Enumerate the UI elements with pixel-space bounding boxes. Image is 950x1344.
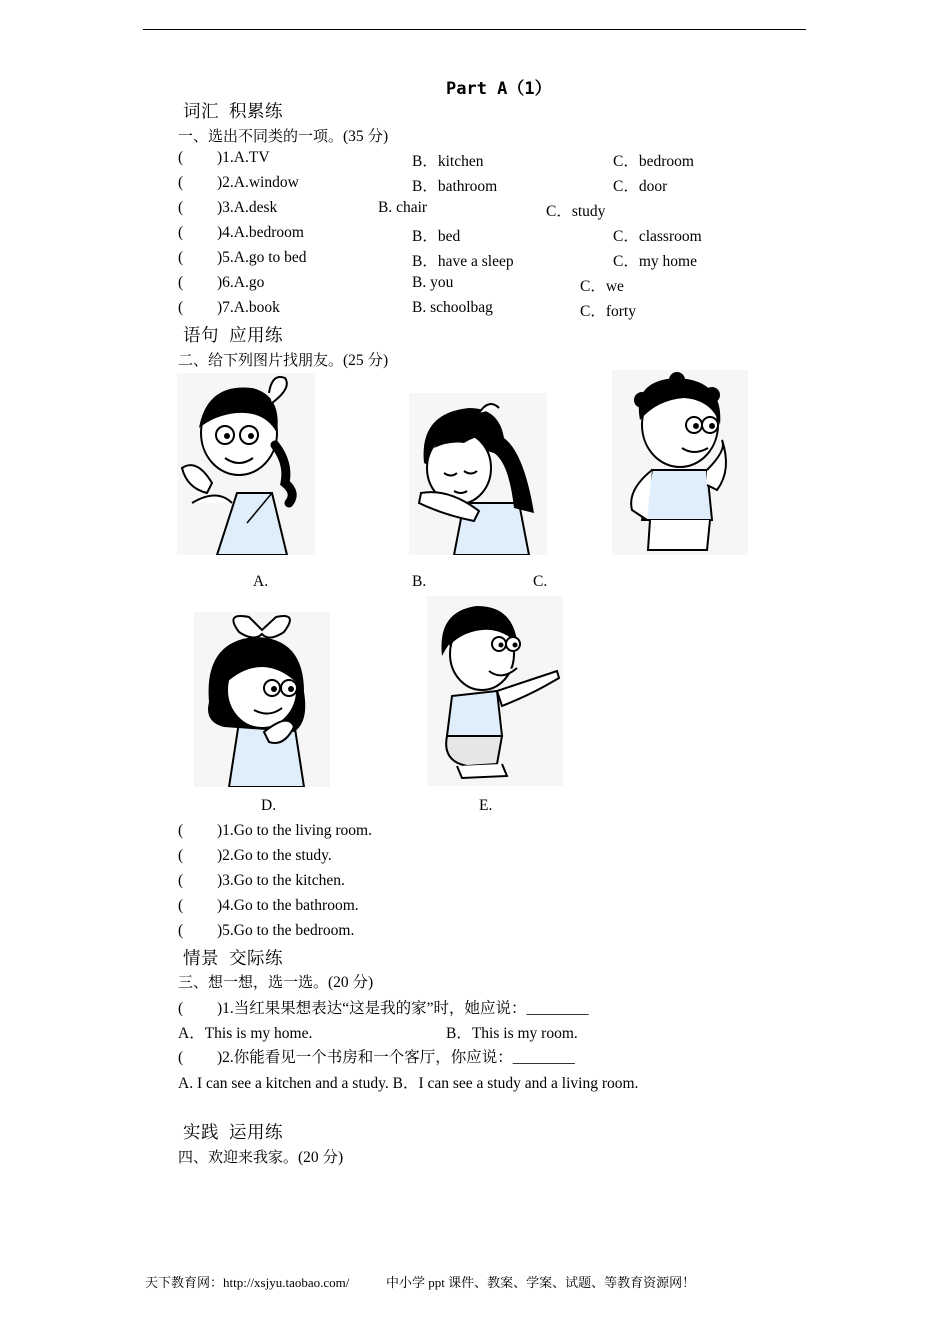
matching-item: [178, 847, 332, 865]
vocab-item: [178, 299, 280, 317]
boy-smiling-icon: [612, 370, 748, 555]
option-c: C．bedroom: [613, 153, 694, 170]
situation-q1-option-b: B．This is my room.: [446, 1025, 578, 1042]
footer-right: 中小学 ppt 课件、教案、学案、试题、等教育资源网！: [386, 1275, 696, 1290]
answer-blank[interactable]: (: [178, 299, 184, 316]
option-b: B．bathroom: [412, 178, 498, 195]
answer-blank[interactable]: (: [178, 922, 184, 939]
option-c: C．door: [613, 178, 668, 195]
practice-heading: 实践 运用练: [183, 1123, 283, 1143]
option-a: )5.A.go to bed: [217, 249, 307, 266]
vocab-item: [178, 224, 304, 242]
answer-blank[interactable]: (: [178, 249, 184, 266]
option-c: C．forty: [580, 303, 636, 320]
option-c: C．classroom: [613, 228, 702, 245]
answer-blank[interactable]: (: [178, 149, 184, 166]
practice-instruction: 四、欢迎来我家。(20 分): [178, 1148, 344, 1166]
picture-label-a: A.: [253, 573, 269, 590]
option-b: B．have a sleep: [412, 253, 514, 270]
matching-item: [178, 897, 359, 915]
option-a: )3.A.desk: [217, 199, 278, 216]
answer-blank[interactable]: (: [178, 822, 184, 839]
option-b: B. chair: [378, 199, 428, 216]
situation-question-1: ( )1.当红果果想表达“这是我的家”时，她应说：________: [178, 1000, 589, 1017]
vocab-item: [178, 274, 264, 292]
boy-pointing-icon: [427, 596, 563, 786]
girl-sleeping-icon: [409, 393, 547, 555]
picture-label-d: D.: [261, 797, 277, 814]
answer-blank[interactable]: (: [178, 224, 184, 241]
situation-q2-options: A. I can see a kitchen and a study. B．I can see a study and a living room.: [178, 1075, 639, 1092]
option-b: B．kitchen: [412, 153, 484, 170]
matching-item: [178, 822, 372, 840]
vocab-item: [178, 174, 299, 192]
vocab-item: [178, 149, 270, 167]
option-b: B．bed: [412, 228, 461, 245]
answer-blank[interactable]: (: [178, 274, 184, 291]
matching-item: [178, 872, 345, 890]
answer-blank[interactable]: (: [178, 174, 184, 191]
girl-clapping-icon: [177, 373, 315, 555]
answer-blank[interactable]: (: [178, 872, 184, 889]
picture-label-b: B.: [412, 573, 427, 590]
header-rule: [143, 29, 806, 30]
option-a: )7.A.book: [217, 299, 280, 316]
situation-q1-option-a: A．This is my home.: [178, 1025, 313, 1042]
option-a: )6.A.go: [217, 274, 265, 291]
vocab-item: [178, 249, 307, 267]
option-c: C．my home: [613, 253, 697, 270]
situation-question-2: ( )2.你能看见一个书房和一个客厅，你应说：________: [178, 1049, 575, 1066]
matching-item: [178, 922, 354, 940]
option-b: B. you: [412, 274, 454, 291]
matching-text: )3.Go to the kitchen.: [217, 872, 345, 889]
situation-instruction: 三、想一想，选一选。(20 分): [178, 973, 374, 991]
matching-text: )1.Go to the living room.: [217, 822, 372, 839]
matching-text: )2.Go to the study.: [217, 847, 332, 864]
girl-thinking-icon: [194, 612, 330, 787]
option-a: )4.A.bedroom: [217, 224, 304, 241]
answer-blank[interactable]: (: [178, 897, 184, 914]
answer-blank[interactable]: (: [178, 847, 184, 864]
option-a: )2.A.window: [217, 174, 299, 191]
picture-label-c: C.: [533, 573, 548, 590]
sentence-instruction: 二、给下列图片找朋友。(25 分): [178, 351, 389, 369]
page-title: Part A（1）: [446, 79, 552, 99]
situation-heading: 情景 交际练: [183, 949, 283, 969]
picture-label-e: E.: [479, 797, 493, 814]
matching-text: )5.Go to the bedroom.: [217, 922, 355, 939]
option-a: )1.A.TV: [217, 149, 270, 166]
matching-text: )4.Go to the bathroom.: [217, 897, 359, 914]
answer-blank[interactable]: (: [178, 199, 184, 216]
vocab-instruction: 一、选出不同类的一项。(35 分): [178, 127, 389, 145]
vocab-heading: 词汇 积累练: [183, 102, 283, 122]
option-b: B. schoolbag: [412, 299, 493, 316]
footer-left: 天下教育网：http://xsjyu.taobao.com/: [145, 1275, 350, 1290]
vocab-item: [178, 199, 277, 217]
option-c: C．we: [580, 278, 624, 295]
option-c: C．study: [546, 203, 606, 220]
sentence-heading: 语句 应用练: [183, 326, 283, 346]
